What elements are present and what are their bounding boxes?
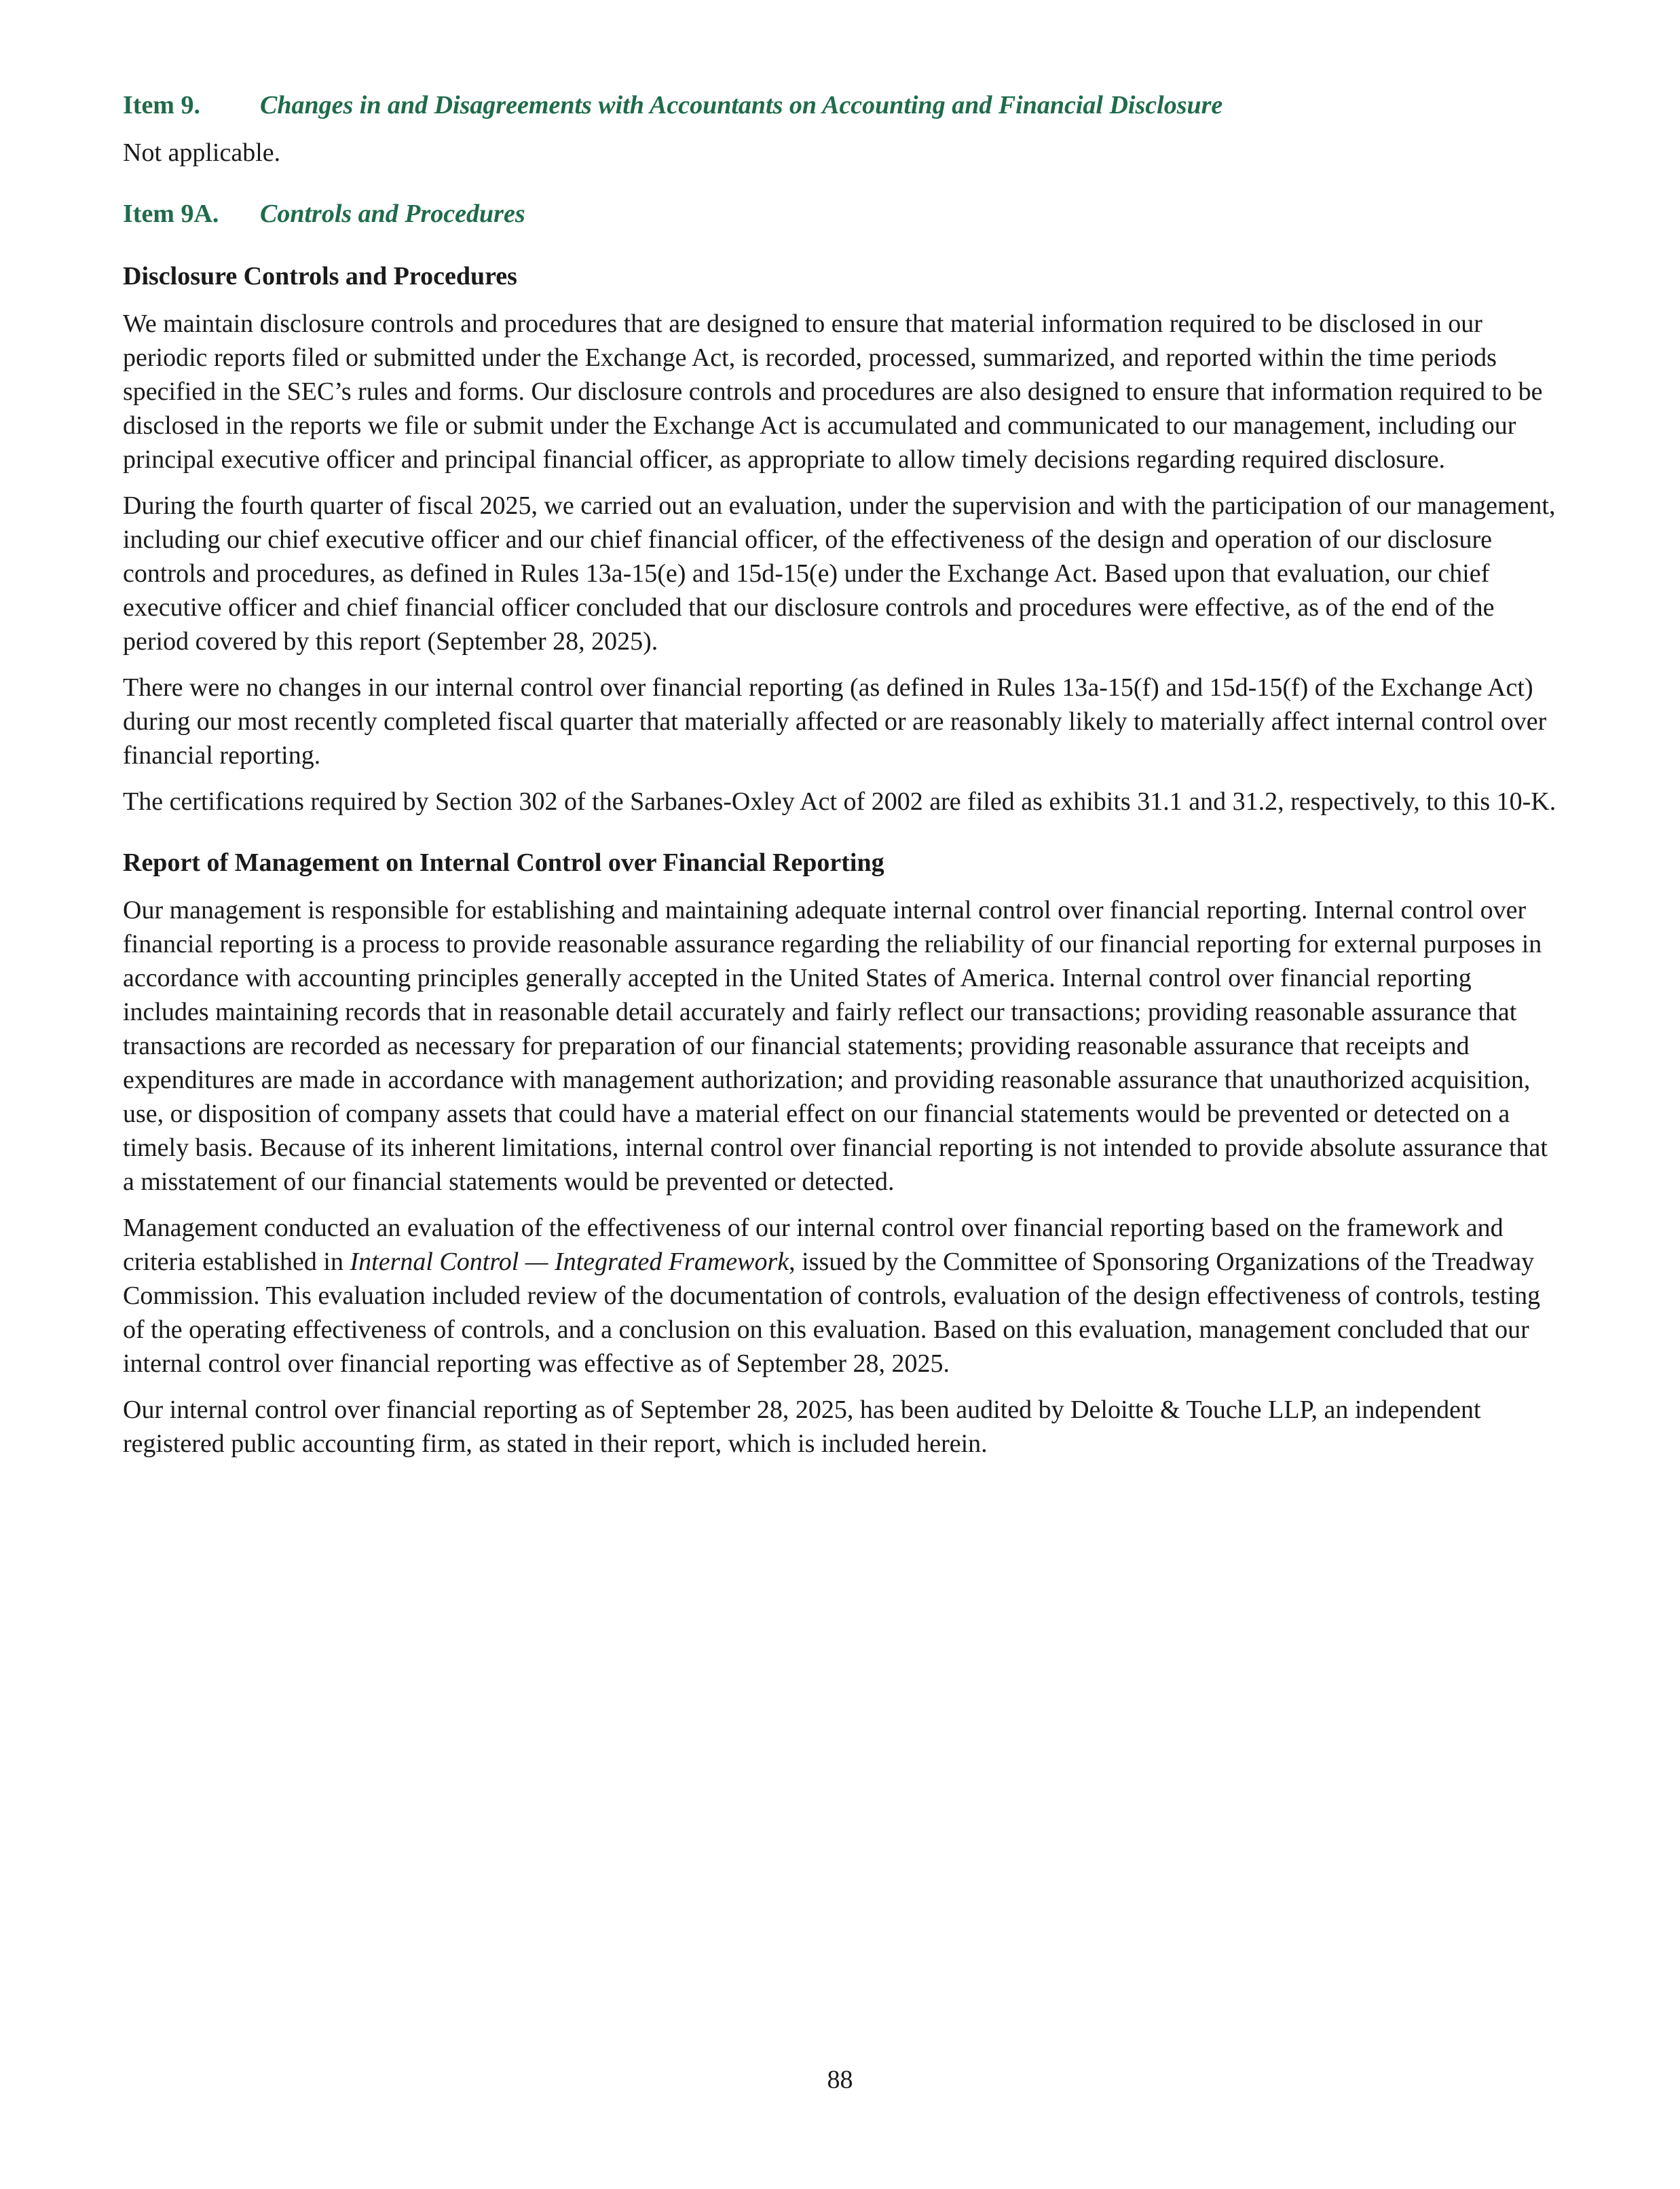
- paragraph-2-text-after: , issued by the Committee of Sponsoring Organizations of the Treadway Commission. This evaluation included review of the documentation of controls, evaluation of the design effectiveness of controls, testing of the operating effectiveness of controls, and a conclusion on this evaluation. Based on this evaluation, management concluded that our internal control over financial reporting was effective as of September 28, 2025.: [123, 1248, 1541, 1378]
- management-report-paragraph-1: Our management is responsible for establishing and maintaining adequate internal control over financial reporting. Internal control over financial reporting is a process to provide reasonable assurance regarding the reliability of our financial reporting for external purposes in accordance with accounting principles generally accepted in the United States of America. Internal control over financial reporting includes maintaining records that in reasonable detail accurately and fairly reflect our transactions; providing reasonable assurance that transactions are recorded as necessary for preparation of our financial statements; providing reasonable assurance that receipts and expenditures are made in accordance with management authorization; and providing reasonable assurance that unauthorized acquisition, use, or disposition of company assets that could have a material effect on our financial statements would be prevented or detected on a timely basis. Because of its inherent limitations, internal control over financial reporting is not intended to provide absolute assurance that a misstatement of our financial statements would be prevented or detected.: [123, 896, 1548, 1196]
- disclosure-paragraph-1: We maintain disclosure controls and procedures that are designed to ensure that material information required to be disclosed in our periodic reports filed or submitted under the Exchange Act, is recorded, processed, summarized, and reported within the time periods specified in the SEC’s rules and forms. Our disclosure controls and procedures are also designed to ensure that information required to be disclosed in the reports we file or submit under the Exchange Act is accumulated and communicated to our management, including our principal executive officer and principal financial officer, as appropriate to allow timely decisions regarding required disclosure.: [123, 310, 1543, 474]
- document-page: [123, 87, 1562, 1461]
- item-9-title: Changes in and Disagreements with Accountants on Accounting and Financial Disclosure: [260, 91, 1223, 119]
- management-report-heading: Report of Management on Internal Control over Financial Reporting: [123, 848, 884, 877]
- item-9-body: Not applicable.: [123, 138, 281, 167]
- disclosure-controls-heading: Disclosure Controls and Procedures: [123, 262, 517, 291]
- page-number: 88: [827, 2065, 853, 2094]
- paragraph-2-text-before: Management conducted an evaluation of the effectiveness of our internal control over financial reporting based on the framework and criteria established in: [123, 1214, 1504, 1276]
- item-9-number: Item 9.: [123, 91, 200, 119]
- management-report-paragraph-3: Our internal control over financial reporting as of September 28, 2025, has been audited by Deloitte & Touche LLP, an independent registered public accounting firm, as stated in their report, which is included herein.: [123, 1396, 1481, 1458]
- management-report-paragraph-2: [123, 1211, 1562, 1381]
- item-9a-title: Controls and Procedures: [260, 200, 525, 228]
- item-9a-number: Item 9A.: [123, 200, 219, 228]
- framework-title: Internal Control — Integrated Framework: [350, 1248, 789, 1276]
- disclosure-paragraph-2: During the fourth quarter of fiscal 2025, we carried out an evaluation, under the supervision and with the participation of our management, including our chief executive officer and our chief financial officer, of the effectiveness of the design and operation of our disclosure controls and procedures, as defined in Rules 13a-15(e) and 15d-15(e) under the Exchange Act. Based upon that evaluation, our chief executive officer and chief financial officer concluded that our disclosure controls and procedures were effective, as of the end of the period covered by this report (September 28, 2025).: [123, 491, 1556, 656]
- disclosure-paragraph-4: The certifications required by Section 302 of the Sarbanes-Oxley Act of 2002 are filed as exhibits 31.1 and 31.2, respectively, to this 10-K.: [123, 787, 1556, 816]
- item-9-heading: [123, 87, 1562, 124]
- item-9a-heading: [123, 195, 1562, 232]
- disclosure-paragraph-3: There were no changes in our internal control over financial reporting (as defined in Rules 13a-15(f) and 15d-15(f) of the Exchange Act) during our most recently completed fiscal quarter that materially affected or are reasonably likely to materially affect internal control over financial reporting.: [123, 673, 1547, 770]
